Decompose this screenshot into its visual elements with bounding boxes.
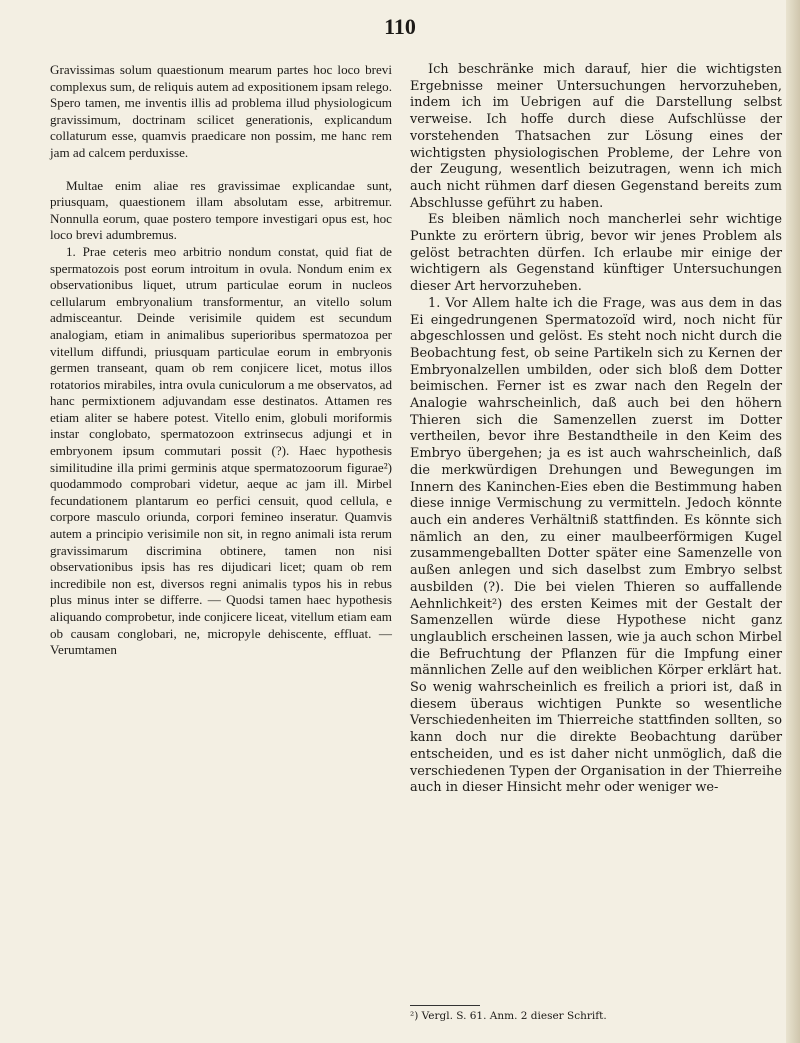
latin-paragraph-2: Multae enim aliae res gravissimae explicandae sunt, priusquam, quaestionem illam absolutam esse, arbitremur. Nonnulla eorum, quae postero tempore investigari opus est, hoc loco brevi adumbremus. <box>50 177 392 243</box>
footnote-divider <box>410 1005 480 1006</box>
footnote: ²) Vergl. S. 61. Anm. 2 dieser Schrift. <box>410 1010 607 1022</box>
latin-paragraph-1: Gravissimas solum quaestionum mearum partes hoc loco brevi complexus sum, de reliquis autem ad expositionem ipsam relego. Spero tamen, me inventis illis ad problema illud physiologicum gravissimum, doctrinam scilicet generationis, explicandum collaturum esse, quamvis praedicare non possim, me hanc rem jam ad calcem perduxisse. <box>50 62 392 160</box>
german-paragraph-1: Ich beschränke mich darauf, hier die wichtigsten Ergebnisse meiner Untersuchungen hervorzuheben, indem ich im Uebrigen auf die Darstellung selbst verweise. Ich hoffe durch diese Aufschlüsse der vorstehenden Thatsachen zur Lösung eines der wichtigsten physiologischen Probleme, der Lehre von der Zeugung, wesentlich beizutragen, wenn ich mich auch nicht rühmen darf diesen Gegenstand bereits zum Abschlusse geführt zu haben. <box>410 62 782 211</box>
page-edge <box>786 0 800 1043</box>
german-paragraph-3: 1. Vor Allem halte ich die Frage, was aus dem in das Ei eingedrungenen Spermatozoïd wird, noch nicht für abgeschlossen und gelöst. Es steht noch nicht durch die Beobachtung fest, ob seine Partikeln sich zu Kernen der Embryonalzellen umbilden, oder sich bloß dem Dotter beimischen. Ferner ist es zwar nach den Regeln der Analogie wahrscheinlich, daß auch bei den höhern Thieren sich die Samenzellen zuerst im Dotter vertheilen, bevor ihre Bestandtheile in den Keim des Embryo übergehen; ja es ist auch wahrscheinlich, daß die merkwürdigen Drehungen und Bewegungen im Innern des Kaninchen-Eies eben die Bestimmung haben diese innige Vermischung zu vermitteln. Jedoch könnte auch ein anderes Verhältniß stattfinden. Es könnte sich nämlich an den, zu einer maulbeerförmigen Kugel zusammengeballten Dotter später eine Samenzelle von außen anlegen und sich daselbst zum Embryo selbst ausbilden (?). Die bei vielen Thieren so auffallende Aehnlichkeit²) des ersten Keimes mit der Gestalt der Samenzellen würde diese Hypothese nicht ganz unglaublich erscheinen lassen, wie ja auch schon Mirbel die Befruchtung der Pflanzen für die Impfung einer männlichen Zelle auf den weiblichen Körper erklärt hat. So wenig wahrscheinlich es freilich a priori ist, daß in diesem überaus wichtigen Punkte so wesentliche Verschiedenheiten im Thierreiche stattfinden sollten, so kann doch nur die direkte Beobachtung darüber entscheiden, und es ist daher nicht unmöglich, daß die verschiedenen Typen der Organisation in der Thierreihe auch in dieser Hinsicht mehr oder weniger we- <box>410 295 782 796</box>
latin-column <box>50 62 392 659</box>
german-column <box>410 62 782 797</box>
latin-paragraph-3: 1. Prae ceteris meo arbitrio nondum constat, quid fiat de spermatozois post eorum introitum in ovula. Nondum enim ex observationibus liquet, utrum particulae eorum in nucleos cellularum embryonalium transformentur, an vitello solum admisceantur. Deinde verisimile quidem est secundum analogiam, etiam in animalibus superioribus spermatozoa per vitellum diffundi, priusquam particulae eorum in embryonis germen transeant, quam ob rem conjicere licet, motus illos rotatorios mirabiles, intra ovula cuniculorum a me observatos, ad hanc permixtionem adjuvandam esse destinatos. Attamen res etiam aliter se habere potest. Vitello enim, globuli moriformis instar conglobato, spermatozoon extrinsecus adjungi et in embryonem ipsum commutari possit (?). Haec hypothesis similitudine illa primi germinis atque spermatozoorum figurae²) quodammodo comprobari videtur, aeque ac jam ill. Mirbel fecundationem plantarum eo perfici censuit, quod cellula, e corpore masculo oriunda, corpori femineo inseratur. Quamvis autem a principio verisimile non sit, in regno animali ista rerum gravissimarum discrimina obtinere, tamen non nisi observationibus ipsis has res dijudicari licet; quam ob rem incredibile non est, diversos regni animalis typos his in rebus plus minus inter se differre. — Quodsi tamen haec hypothesis aliquando comprobetur, inde conjicere liceat, vitellum etiam eam ob causam conglobari, ne, micropyle dehiscente, effluat. — Verumtamen <box>50 243 392 658</box>
page-number: 110 <box>384 14 416 39</box>
german-paragraph-2: Es bleiben nämlich noch mancherlei sehr wichtige Punkte zu erörtern übrig, bevor wir jenes Problem als gelöst betrachten dürfen. Ich erlaube mir einige der wichtigern als Gegenstand künftiger Untersuchungen dieser Art hervorzuheben. <box>410 212 782 295</box>
